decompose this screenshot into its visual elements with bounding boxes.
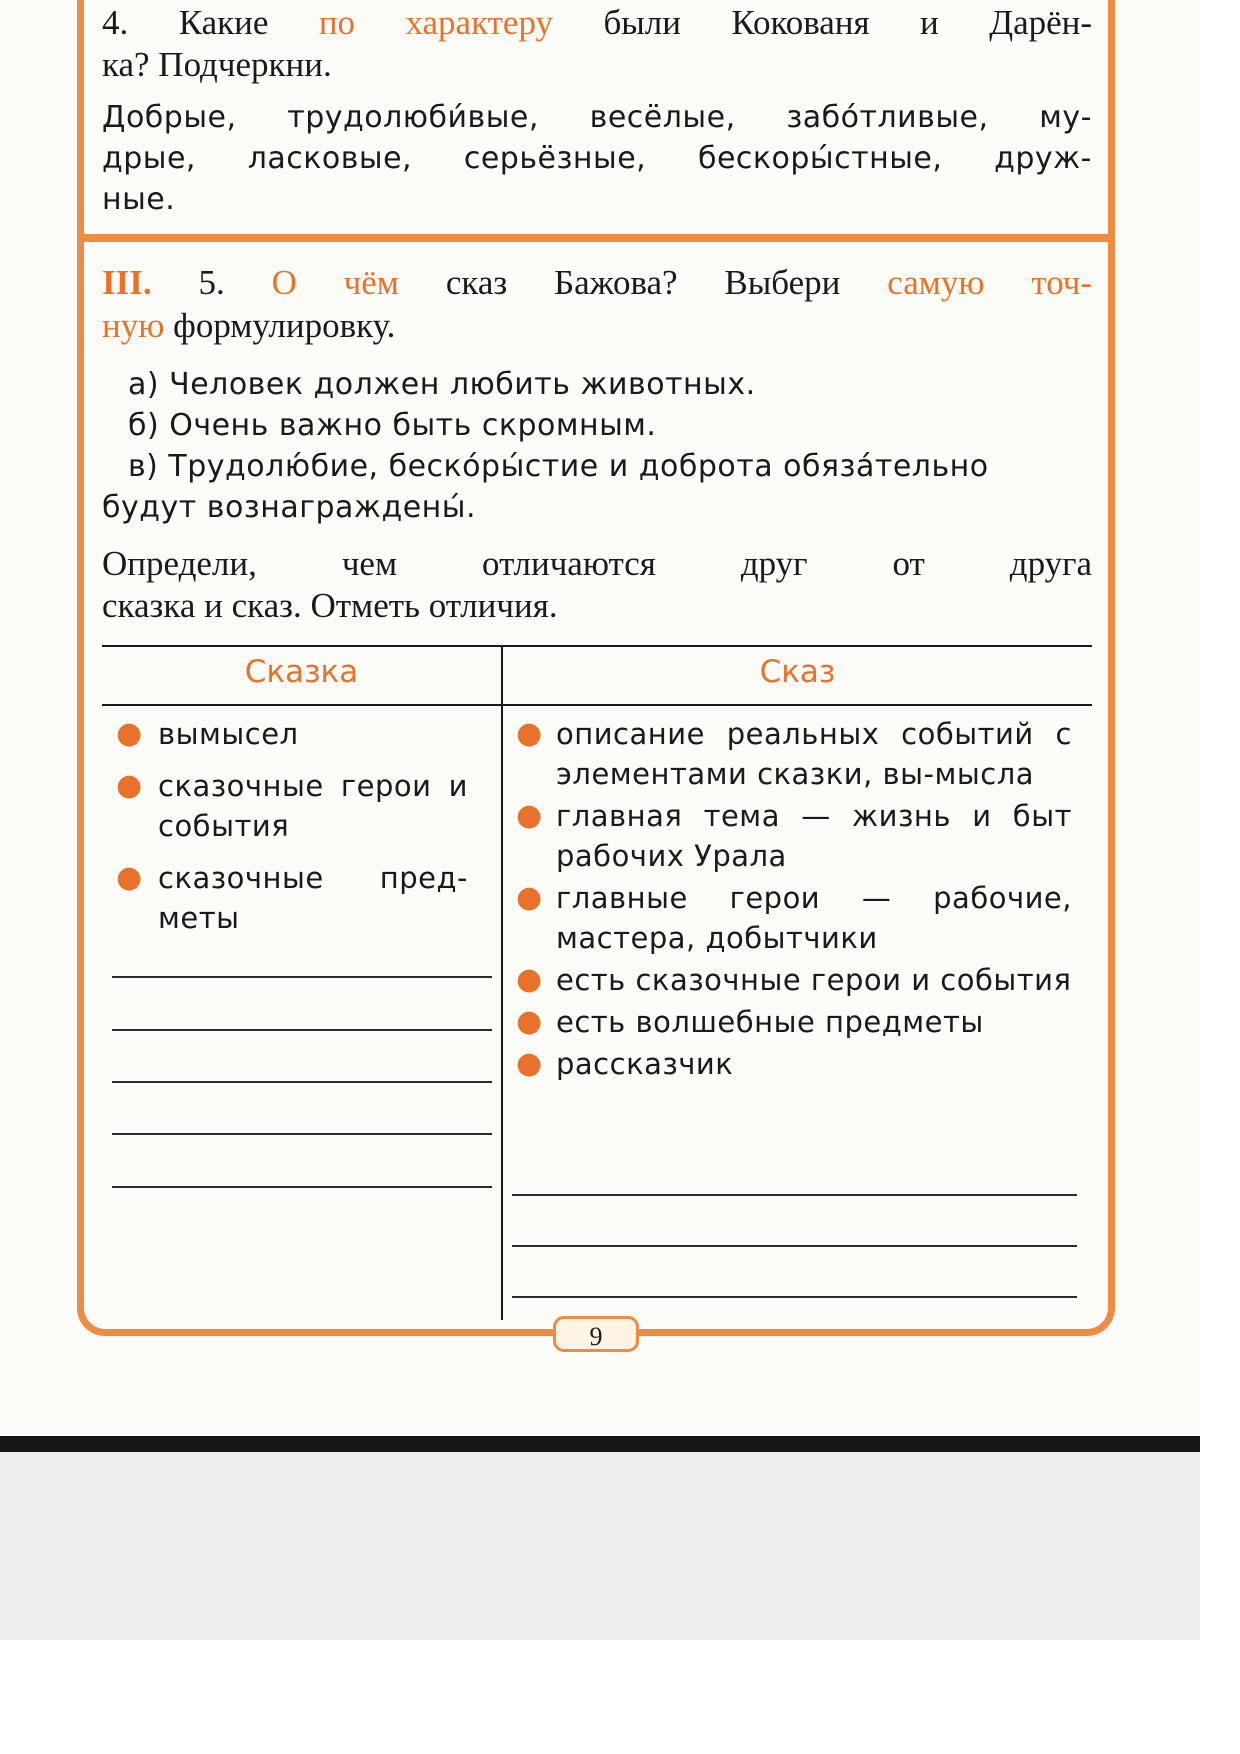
task4-answer-line: ные.: [102, 182, 176, 217]
writing-line: [512, 1194, 1077, 1196]
list-item-text: есть сказочные герои и события: [556, 963, 1072, 997]
bullet-icon: ●: [516, 798, 543, 833]
writing-line: [512, 1296, 1077, 1298]
task5-highlight: самую точ-: [887, 263, 1093, 302]
list-item-text: сказочные пред-меты: [158, 861, 468, 935]
task4-number: 4.: [102, 3, 129, 42]
list-item-text: вымысел: [158, 717, 299, 751]
writing-line: [112, 1081, 492, 1083]
writing-line: [112, 1133, 492, 1135]
task6-question-line1: Определи, чем отличаются друг от друга: [102, 544, 1092, 583]
task4-question-line1: [102, 2, 1092, 44]
writing-line: [112, 1029, 492, 1031]
list-item: [112, 766, 468, 846]
fairy-tale-list: [112, 714, 492, 950]
list-item-text: описание реальных событий с элементами сказки, вы-мысла: [556, 717, 1072, 791]
bullet-icon: ●: [516, 962, 543, 997]
list-item-text: главная тема — жизнь и быт рабочих Урала: [556, 799, 1072, 873]
bullet-icon: ●: [516, 880, 543, 915]
list-item: [112, 858, 468, 938]
task5-text-end: формулировку.: [173, 306, 396, 345]
task5-text-mid: сказ Бажова? Выбери: [445, 263, 841, 302]
table-header-skaz: Сказ: [759, 654, 836, 690]
bullet-icon: ●: [116, 768, 143, 803]
writing-line: [112, 1186, 492, 1188]
task4-text-before: Какие: [178, 3, 269, 42]
task5-option-b: б) Очень важно быть скромным.: [128, 408, 657, 443]
list-item: [512, 796, 1072, 876]
task4-answer-line: Добрые, трудолюби́вые, весёлые, забо́тливые, му-: [102, 100, 1092, 135]
task5-number: 5.: [198, 263, 225, 302]
task4-question-line2: ка? Подчеркни.: [102, 45, 332, 84]
table-column-divider: [501, 645, 503, 1320]
task4-text-after: были Кокованя и Дарён-: [603, 3, 1093, 42]
list-item: [512, 960, 1072, 1000]
task5-highlight: О чём: [271, 263, 399, 302]
task4-answer-line: дрые, ласковые, серьёзные, бескоры́стные, друж-: [102, 141, 1092, 176]
task4-answer: [102, 97, 1092, 220]
list-item: [112, 714, 492, 754]
list-item: [512, 714, 1072, 794]
page-number: 9: [553, 1316, 639, 1352]
task5-highlight: ную: [102, 306, 165, 345]
task5-option-c: в) Трудолю́бие, беско́ры́стие и доброта обяза́тельно: [128, 449, 989, 484]
task5-option-a: а) Человек должен любить животных.: [128, 367, 756, 402]
bullet-icon: ●: [516, 1046, 543, 1081]
scan-page-edge: [0, 1436, 1200, 1452]
list-item: [512, 878, 1072, 958]
task5-option-c-continued: будут вознаграждены́.: [102, 490, 476, 525]
task5-section-number: III.: [102, 263, 152, 302]
book-cover-area: [0, 1452, 1200, 1640]
task5-question-line2: [102, 305, 1092, 347]
writing-line: [112, 976, 492, 978]
list-item: [512, 1002, 1072, 1042]
section-divider: [77, 234, 1115, 242]
task5-question-line1: [102, 262, 1092, 304]
list-item-text: сказочные герои и события: [158, 769, 468, 843]
task4-highlight: по характеру: [318, 3, 553, 42]
bullet-icon: ●: [516, 716, 543, 751]
table-header-rule: [102, 704, 1092, 706]
list-item-text: главные герои — рабочие, мастера, добытчики: [556, 881, 1072, 955]
list-item-text: рассказчик: [556, 1047, 734, 1081]
writing-line: [512, 1245, 1077, 1247]
skaz-list: [512, 714, 1072, 1086]
list-item: [512, 1044, 1072, 1084]
bullet-icon: ●: [116, 860, 143, 895]
task6-question-line2: сказка и сказ. Отметь отличия.: [102, 586, 558, 625]
list-item-text: есть волшебные предметы: [556, 1005, 984, 1039]
bullet-icon: ●: [516, 1004, 543, 1039]
table-header-fairy-tale: Сказка: [244, 654, 359, 690]
bullet-icon: ●: [116, 716, 143, 751]
